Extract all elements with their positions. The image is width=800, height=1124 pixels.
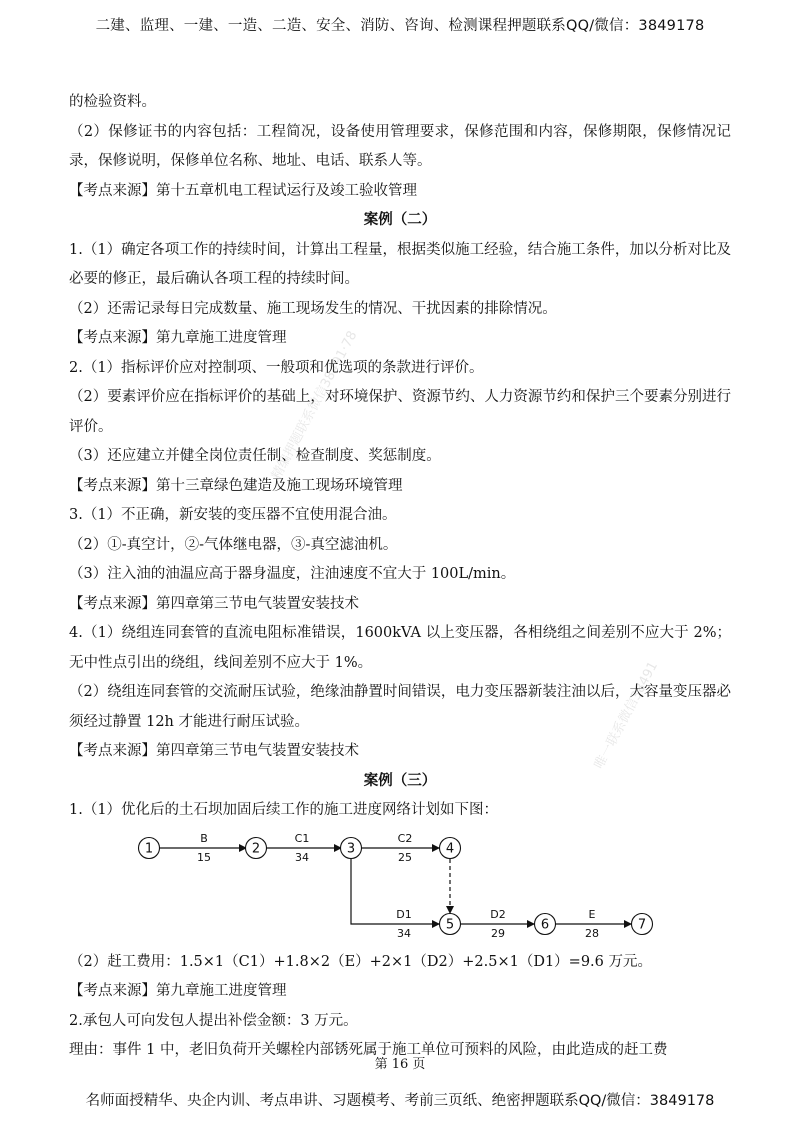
paragraph: 的检验资料。 (69, 94, 156, 110)
paragraph: （2）赶工费用：1.5×1（C1）+1.8×2（E）+2×1（D2）+2.5×1（D1）=9.6 万元。 (69, 953, 653, 970)
network-diagram (69, 826, 731, 948)
activity-c1-duration: 34 (295, 850, 309, 864)
paragraph: （2）要素评价应在指标评价的基础上，对环境保护、资源节约、人力资源节约和保护三个要素分别进行评价。 (69, 389, 731, 435)
node-6-label: 6 (540, 917, 550, 932)
page-footer: 名师面授精华、央企内训、考点串讲、习题模考、考前三页纸、绝密押题联系QQ/微信：3849178 (85, 1093, 715, 1109)
document-body (69, 88, 731, 1066)
paragraph: 1.（1）优化后的土石坝加固后续工作的施工进度网络计划如下图： (69, 802, 499, 818)
source-note: 【考点来源】第九章施工进度管理 (69, 983, 287, 999)
source-note: 【考点来源】第九章施工进度管理 (69, 330, 287, 346)
paragraph: （2）保修证书的内容包括：工程简况，设备使用管理要求，保修范围和内容，保修期限，保修情况记录，保修说明，保修单位名称、地址、电话、联系人等。 (69, 123, 731, 169)
source-note: 【考点来源】第十三章绿色建造及施工现场环境管理 (69, 477, 403, 494)
paragraph: （2）绕组连同套管的交流耐压试验，绝缘油静置时间错误，电力变压器新装注油以后，大容量变压器必须经过静置 12h 才能进行耐压试验。 (69, 684, 731, 730)
paragraph: （2）①-真空计，②-气体继电器，③-真空滤油机。 (69, 536, 398, 553)
node-4-label: 4 (445, 841, 455, 856)
activity-d1-arrow (351, 859, 439, 924)
paragraph: 1.（1）确定各项工作的持续时间，计算出工程量，根据类似施工经验，结合施工条件，加以分析对比及必要的修正，最后确认各项工程的持续时间。 (69, 241, 731, 287)
activity-d2-name: D2 (490, 907, 506, 921)
source-note: 【考点来源】第四章第三节电气装置安装技术 (69, 743, 359, 759)
node-2-label: 2 (251, 841, 261, 856)
activity-c2-name: C2 (397, 831, 413, 845)
watermark: 精编押题联系微信38491·78 (269, 328, 361, 483)
paragraph: 2.承包人可向发包人提出补偿金额：3 万元。 (69, 1012, 358, 1029)
node-5-label: 5 (445, 917, 455, 932)
paragraph: 2.（1）指标评价应对控制项、一般项和优选项的条款进行评价。 (69, 359, 484, 376)
activity-d1-name: D1 (396, 907, 412, 921)
activity-d2-duration: 29 (491, 926, 505, 940)
source-note: 【考点来源】第十五章机电工程试运行及竣工验收管理 (69, 182, 417, 199)
page-header: 二建、监理、一建、一造、二造、安全、消防、咨询、检测课程押题联系QQ/微信：3849178 (95, 18, 705, 34)
paragraph: （3）还应建立并健全岗位责任制、检查制度、奖惩制度。 (69, 448, 441, 464)
activity-e-duration: 28 (585, 926, 599, 940)
node-1-label: 1 (144, 841, 154, 856)
activity-c1-name: C1 (294, 831, 310, 845)
source-note: 【考点来源】第四章第三节电气装置安装技术 (69, 595, 359, 612)
paragraph: 4.（1）绕组连同套管的直流电阻标准错误，1600kVA 以上变压器，各相绕组之间差别不应大于 2%；无中性点引出的绕组，线间差别不应大于 1%。 (69, 625, 731, 671)
paragraph: （2）还需记录每日完成数量、施工现场发生的情况、干扰因素的排除情况。 (69, 300, 557, 317)
case-2-heading: 案例（二） (363, 212, 437, 228)
activity-d1-duration: 34 (397, 926, 411, 940)
activity-e-name: E (588, 907, 596, 921)
activity-c2-duration: 25 (398, 850, 412, 864)
node-7-label: 7 (637, 917, 647, 932)
paragraph: （3）注入油的油温应高于器身温度，注油速度不宜大于 100L/min。 (69, 566, 516, 582)
paragraph: 3.（1）不正确，新安装的变压器不宜使用混合油。 (69, 507, 397, 523)
watermark: 唯一联系微信38491 (591, 659, 662, 772)
activity-b-duration: 15 (197, 850, 211, 864)
case-3-heading: 案例（三） (363, 772, 437, 789)
page-number: 第 16 页 (374, 1057, 426, 1072)
activity-b-name: B (200, 831, 208, 845)
paragraph: 理由：事件 1 中，老旧负荷开关螺栓内部锈死属于施工单位可预料的风险，由此造成的赶工费 (69, 1042, 668, 1058)
node-3-label: 3 (346, 841, 356, 856)
